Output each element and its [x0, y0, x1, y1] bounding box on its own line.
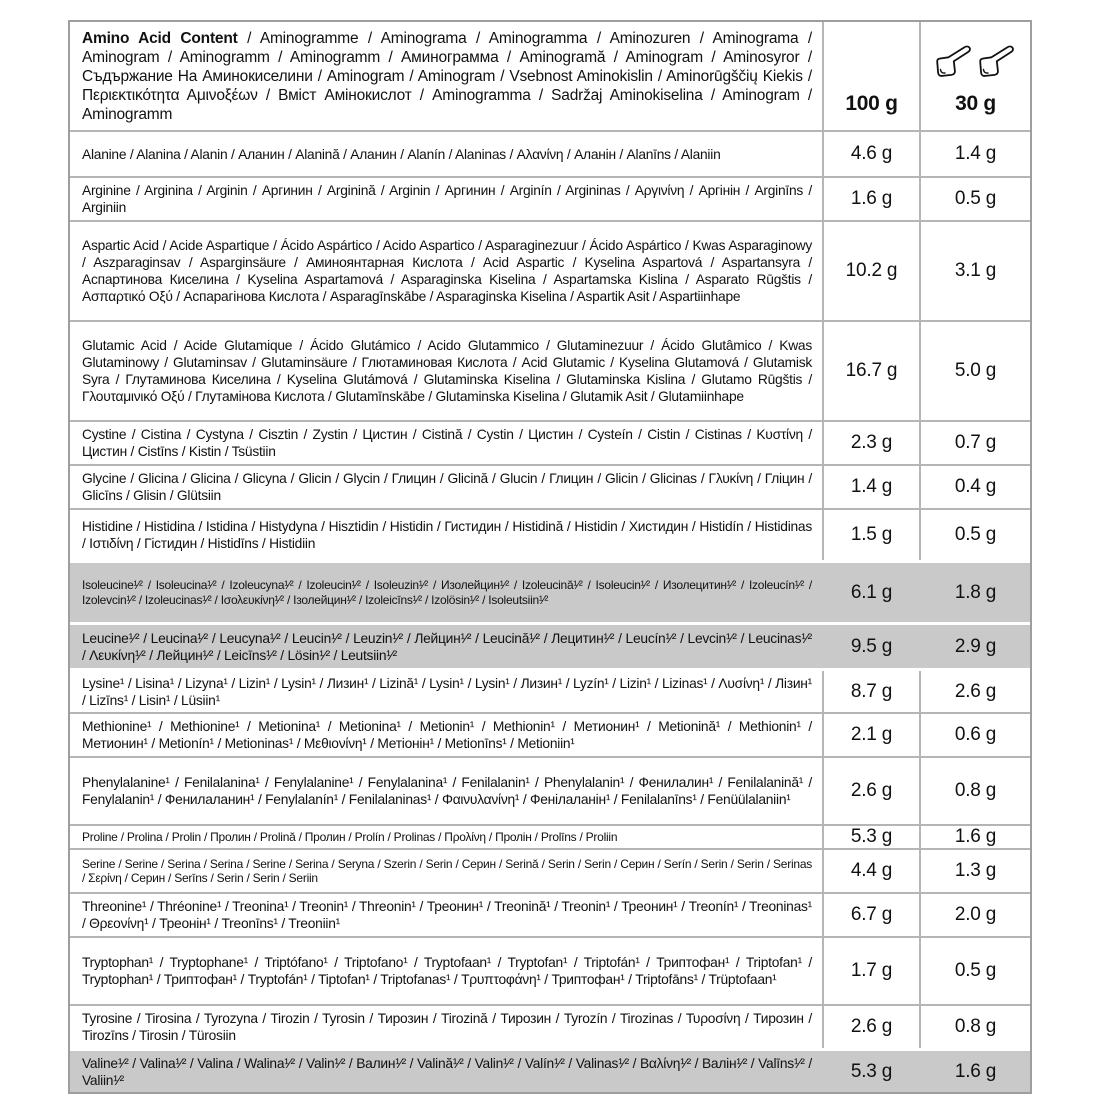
amino-rows [70, 132, 1030, 1092]
table-row [70, 712, 1030, 756]
value-30g: 0.4 g [919, 466, 1030, 508]
value-100g: 2.1 g [822, 714, 919, 756]
value-30g: 0.5 g [919, 510, 1030, 560]
table-row [70, 1004, 1030, 1048]
scoop-icons [934, 45, 1017, 78]
table-row [70, 560, 1030, 622]
column-header-100g [822, 22, 919, 130]
table-header-row [70, 22, 1030, 132]
amino-name: Tyrosine / Tirosina / Tyrozyna / Tirozin / Tyrosin / Тирозин / Tirozină / Тирозин / Tyrozín / Tirozinas / Τυροσίνη / Тирозин / Tirozīns / Tirosin / Türosiin [82, 1011, 812, 1043]
table-title-bold: Amino Acid Content [82, 30, 238, 47]
column-header-30g [919, 22, 1030, 130]
amino-name: Threonine¹ / Thréonine¹ / Treonina¹ / Treonin¹ / Threonin¹ / Треонин¹ / Treonină¹ / Treonin¹ / Треонин¹ / Treonín¹ / Treoninas¹ / Θρεονίνη¹ / Треонін¹ / Treonīns¹ / Treoniin¹ [82, 899, 812, 931]
value-30g: 1.6 g [919, 1051, 1030, 1092]
table-row [70, 176, 1030, 220]
value-30g: 2.6 g [919, 671, 1030, 712]
table-row [70, 848, 1030, 892]
table-row [70, 464, 1030, 508]
value-100g: 4.6 g [822, 132, 919, 176]
value-100g: 1.6 g [822, 178, 919, 220]
value-30g: 1.6 g [919, 826, 1030, 848]
value-30g: 0.7 g [919, 422, 1030, 464]
amino-name: Isoleucine¹⁄² / Isoleucina¹⁄² / Izoleucyna¹⁄² / Izoleucin¹⁄² / Isoleuzin¹⁄² / Изолейцин¹⁄² / Izoleucină¹⁄² / Isoleucin¹⁄² / Изолецитин¹⁄² / Izoleucín¹⁄² / Izolevcin¹⁄² / Izoleucinas¹⁄² / Ισολευκίνη¹⁄² / Ізолейцин¹⁄² / Izoleicīns¹⁄² / Izolösin¹⁄² / Isoleutsiin¹⁄² [82, 578, 812, 607]
value-30g: 0.6 g [919, 714, 1030, 756]
value-100g: 4.4 g [822, 850, 919, 892]
value-30g: 0.5 g [919, 178, 1030, 220]
table-row [70, 936, 1030, 1004]
amino-name: Arginine / Arginina / Arginin / Аргинин / Arginină / Arginin / Аргинин / Arginín / Argininas / Αργινίνη / Аргінін / Arginīns / Arginiin [82, 183, 812, 215]
amino-name: Alanine / Alanina / Alanin / Аланин / Alanină / Аланин / Alanín / Alaninas / Αλανίνη / Аланін / Alanīns / Alaniin [82, 146, 721, 162]
value-100g: 2.6 g [822, 1006, 919, 1048]
value-100g: 2.3 g [822, 422, 919, 464]
value-30g: 3.1 g [919, 222, 1030, 320]
value-100g: 5.3 g [822, 826, 919, 848]
value-30g: 0.8 g [919, 758, 1030, 824]
table-row [70, 220, 1030, 320]
value-30g: 0.8 g [919, 1006, 1030, 1048]
amino-name: Serine / Serine / Serina / Serina / Serine / Serina / Seryna / Szerin / Serin / Серин / Serină / Serin / Serin / Серин / Serín / Serin / Serin / Serinas / Σερίνη / Серин / Serīns / Serin / Serin / Seriin [82, 856, 812, 885]
amino-acid-table [68, 20, 1032, 1094]
value-100g: 1.5 g [822, 510, 919, 560]
amino-name: Valine¹⁄² / Valina¹⁄² / Valina / Walina¹⁄² / Valin¹⁄² / Валин¹⁄² / Valină¹⁄² / Valin¹⁄² / Valín¹⁄² / Valinas¹⁄² / Βαλίνη¹⁄² / Валін¹⁄² / Valīns¹⁄² / Valiin¹⁄² [82, 1055, 812, 1088]
value-30g: 2.0 g [919, 894, 1030, 936]
table-row [70, 622, 1030, 668]
value-100g: 1.7 g [822, 938, 919, 1004]
table-row [70, 508, 1030, 560]
column-header-100g-label: 100 g [845, 92, 898, 115]
value-100g: 5.3 g [822, 1051, 919, 1092]
table-row [70, 824, 1030, 848]
column-header-30g-label: 30 g [955, 92, 996, 115]
value-100g: 1.4 g [822, 466, 919, 508]
table-row [70, 668, 1030, 712]
amino-name: Aspartic Acid / Acide Aspartique / Ácido Aspártico / Acido Aspartico / Asparaginezuur / Ácido Aspártico / Kwas Asparaginowy / Aszparaginsav / Asparginsäure / Аминоянтарная Кислота / Acid Aspartic / Kyselina Aspartová / Aspartansyra / Аспартинова Киселина / Kyselina Aspartamová / Asparaginska Kiselina / Aspartamska Kislina / Asparato Rūgštis / Ασπαρτικό Οξύ / Аспарагінова Кислота / Asparagīnskābe / Asparaginska Kiselina / Aspartik Asit / Aspartiinhape [82, 238, 812, 304]
table-title-translations: / Aminogramme / Aminograma / Aminogramma / Aminozuren / Aminograma / Aminogram / Aminogramm / Aminogramm / Аминограмма / Aminogramă / Aminogram / Aminosyror / Съдържание На Аминокиселини / Aminogram / Aminogram / Vsebnost Aminokislin / Aminorūgščių Kiekis / Περιεκτικότητα Αμινοξέων / Вміст Амінокислот / Aminogramma / Sadržaj Aminokiselina / Aminogram / Aminogramm [82, 30, 812, 123]
table-row [70, 1048, 1030, 1092]
amino-name: Cystine / Cistina / Cystyna / Cisztin / Zystin / Цистин / Cistină / Cystin / Цистин / Cysteín / Cistin / Cistinas / Κυστίνη / Цистин / Cistīns / Kistin / Tsüstiin [82, 427, 812, 459]
value-100g: 8.7 g [822, 671, 919, 712]
value-30g: 5.0 g [919, 322, 1030, 420]
table-row [70, 320, 1030, 420]
amino-name: Proline / Prolina / Prolin / Пролин / Prolină / Пролин / Prolín / Prolinas / Προλίνη / Пролін / Prolīns / Proliin [82, 829, 618, 844]
table-row [70, 892, 1030, 936]
amino-name: Glutamic Acid / Acide Glutamique / Ácido Glutámico / Acido Glutammico / Glutaminezuur / Ácido Glutâmico / Kwas Glutaminowy / Glutaminsav / Glutaminsäure / Глютаминовая Кислота / Acid Glutamic / Kyselina Glutamová / Glutamisk Syra / Глутаминова Киселина / Kyselina Glutámová / Glutaminska Kiselina / Glutaminska Kislina / Glutamo Rūgštis / Γλουταμινικό Οξύ / Глутамінова Кислота / Glutamīnskābe / Glutaminska Kiselina / Glutamik Asit / Glutamiinhape [82, 338, 812, 404]
value-100g: 10.2 g [822, 222, 919, 320]
value-100g: 2.6 g [822, 758, 919, 824]
value-100g: 16.7 g [822, 322, 919, 420]
amino-name: Phenylalanine¹ / Fenilalanina¹ / Fenylalanine¹ / Fenylalanina¹ / Fenilalanin¹ / Phenylalanin¹ / Фенилалин¹ / Fenilalanină¹ / Fenylalanin¹ / Фенилаланин¹ / Fenylalanín¹ / Fenilalaninas¹ / Φαινυλανίνη¹ / Фенілаланін¹ / Fenilalanīns¹ / Fenüülalaniin¹ [82, 775, 812, 807]
value-30g: 1.3 g [919, 850, 1030, 892]
amino-name: Lysine¹ / Lisina¹ / Lizyna¹ / Lizin¹ / Lysin¹ / Лизин¹ / Lizină¹ / Lysin¹ / Lysin¹ / Лизин¹ / Lyzín¹ / Lizin¹ / Lizinas¹ / Λυσίνη¹ / Лізин¹ / Lizīns¹ / Lisin¹ / Lüsiin¹ [82, 675, 812, 708]
table-row [70, 420, 1030, 464]
value-30g: 1.4 g [919, 132, 1030, 176]
value-100g: 9.5 g [822, 625, 919, 668]
amino-name: Glycine / Glicina / Glicina / Glicyna / Glicin / Glycin / Глицин / Glicină / Glucin / Глицин / Glicin / Glicinas / Γλυκίνη / Гліцин / Glicīns / Glisin / Glütsiin [82, 471, 812, 503]
amino-name: Leucine¹⁄² / Leucina¹⁄² / Leucyna¹⁄² / Leucin¹⁄² / Leuzin¹⁄² / Лейцин¹⁄² / Leucină¹⁄² / Лецитин¹⁄² / Leucín¹⁄² / Levcin¹⁄² / Leucinas¹⁄² / Λευκίνη¹⁄² / Лейцин¹⁄² / Leicīns¹⁄² / Lösin¹⁄² / Leutsiin¹⁄² [82, 630, 812, 663]
value-100g: 6.7 g [822, 894, 919, 936]
value-30g: 2.9 g [919, 625, 1030, 668]
table-row [70, 756, 1030, 824]
amino-name: Tryptophan¹ / Tryptophane¹ / Triptófano¹ / Triptofano¹ / Tryptofaan¹ / Tryptofan¹ / Triptofán¹ / Триптофан¹ / Triptofan¹ / Tryptophan¹ / Триптофан¹ / Tryptofán¹ / Tiptofan¹ / Triptofanas¹ / Τρυπτοφάνη¹ / Триптофан¹ / Triptofāns¹ / Trüptofaan¹ [82, 955, 812, 987]
amino-name: Histidine / Histidina / Istidina / Histydyna / Hisztidin / Histidin / Гистидин / Histidină / Histidin / Хистидин / Histidín / Histidinas / Ιστιδίνη / Гістидин / Histidīns / Histidiin [82, 519, 812, 551]
value-30g: 0.5 g [919, 938, 1030, 1004]
value-100g: 6.1 g [822, 563, 919, 622]
table-title [70, 22, 822, 130]
amino-name: Methionine¹ / Methionine¹ / Metionina¹ / Metionina¹ / Metionin¹ / Methionin¹ / Метионин¹ / Metionină¹ / Methionin¹ / Метионин¹ / Metionín¹ / Metioninas¹ / Μεθιονίνη¹ / Метіонін¹ / Metionīns¹ / Metioniin¹ [82, 719, 812, 751]
value-30g: 1.8 g [919, 563, 1030, 622]
scoop-icon [934, 45, 974, 78]
scoop-icon [977, 45, 1017, 78]
table-row [70, 132, 1030, 176]
